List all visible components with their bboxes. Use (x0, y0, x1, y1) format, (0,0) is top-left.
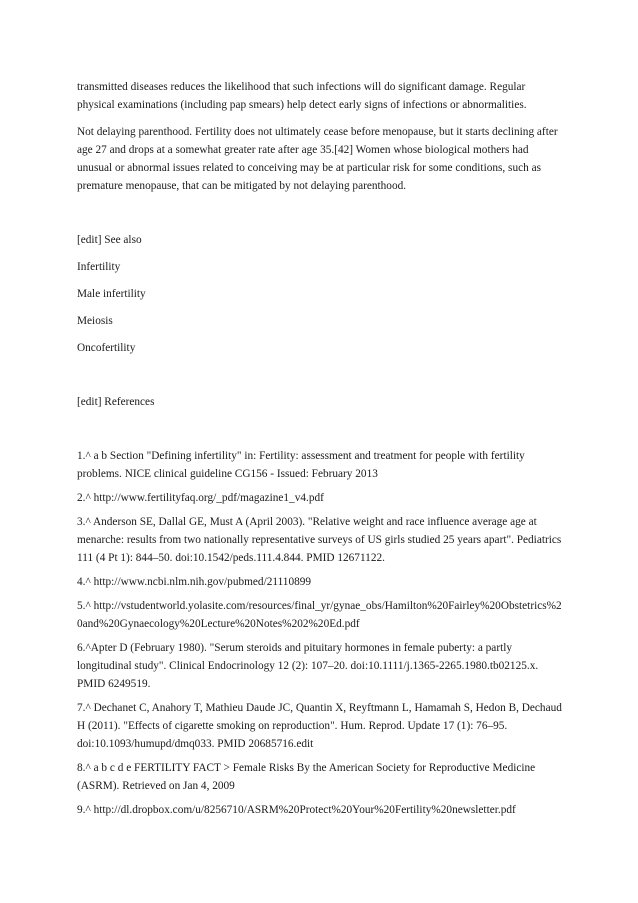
reference-item-3: 3.^ Anderson SE, Dallal GE, Must A (April 2003). "Relative weight and race influence average age at menarche: results from two nationally representative surveys of US girls studied 25 years apart". Pediatrics 111 (4 Pt 1): 844–50. doi:10.1542/peds.111.4.844. PMID 12671122. (77, 516, 562, 564)
body-paragraph-1: transmitted diseases reduces the likelihood that such infections will do significant damage. Regular physical examinations (including pap smears) help detect early signs of infections or abnormalities. (77, 81, 527, 111)
references-heading: [edit] References (77, 396, 155, 408)
reference-item-4: 4.^ http://www.ncbi.nlm.nih.gov/pubmed/21110899 (77, 576, 312, 588)
see-also-item-male-infertility: Male infertility (77, 288, 146, 300)
reference-item-5: 5.^ http://vstudentworld.yolasite.com/resources/final_yr/gynae_obs/Hamilton%20Fairley%20Obstetrics%20and%20Gynaecology%20Lecture%20Notes%202%20Ed.pdf (77, 600, 562, 630)
see-also-item-oncofertility: Oncofertility (77, 342, 136, 354)
reference-item-8: 8.^ a b c d e FERTILITY FACT > Female Risks By the American Society for Reproductive Medicine (ASRM). Retrieved on Jan 4, 2009 (77, 762, 536, 792)
reference-item-6: 6.^Apter D (February 1980). "Serum steroids and pituitary hormones in female puberty: a partly longitudinal study". Clinical Endocrinology 12 (2): 107–20. doi:10.1111/j.1365-2265.1980.tb02125.x. PMID 6249519. (77, 642, 539, 690)
see-also-heading: [edit] See also (77, 234, 142, 246)
body-paragraph-2: Not delaying parenthood. Fertility does not ultimately cease before menopause, but it starts declining after age 27 and drops at a somewhat greater rate after age 35.[42] Women whose biological mothers had unusual or abnormal issues related to conceiving may be at particular risk for some conditions, such as premature menopause, that can be mitigated by not delaying parenthood. (77, 126, 558, 192)
reference-item-9: 9.^ http://dl.dropbox.com/u/8256710/ASRM%20Protect%20Your%20Fertility%20newsletter.pdf (77, 804, 516, 816)
reference-item-7: 7.^ Dechanet C, Anahory T, Mathieu Daude JC, Quantin X, Reyftmann L, Hamamah S, Hedon B, Dechaud H (2011). "Effects of cigarette smoking on reproduction". Hum. Reprod. Update 17 (1): 76–95. doi:10.1093/humupd/dmq033. PMID 20685716.edit (77, 702, 562, 750)
document-content (77, 78, 563, 819)
reference-item-2: 2.^ http://www.fertilityfaq.org/_pdf/magazine1_v4.pdf (77, 492, 324, 504)
see-also-item-meiosis: Meiosis (77, 315, 113, 327)
reference-item-1: 1.^ a b Section "Defining infertility" in: Fertility: assessment and treatment for people with fertility problems. NICE clinical guideline CG156 - Issued: February 2013 (77, 450, 525, 480)
see-also-item-infertility: Infertility (77, 261, 121, 273)
